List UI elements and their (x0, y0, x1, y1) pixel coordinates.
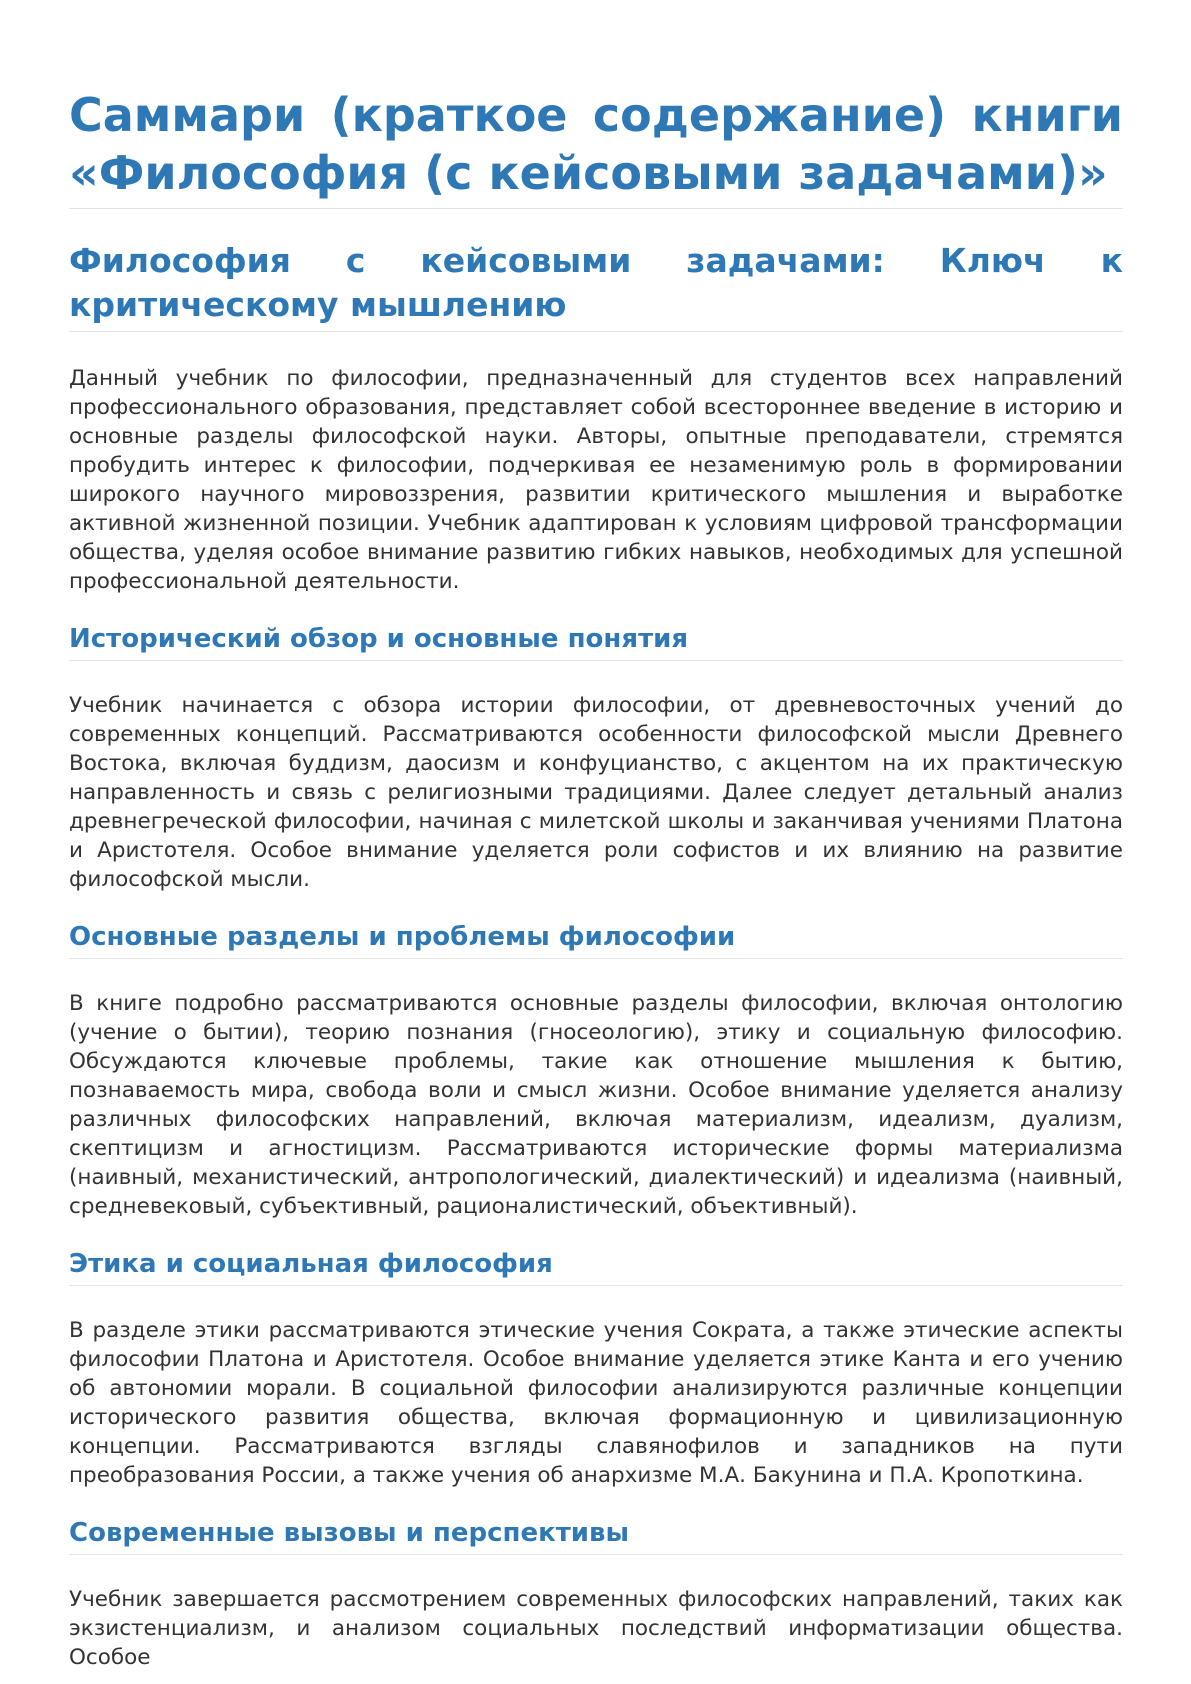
document-page (69, 86, 1123, 1672)
section-heading-history: Исторический обзор и основные понятия (69, 622, 1123, 661)
section-text-history: Учебник начинается с обзора истории философии, от древневосточных учений до современных концепций. Рассматриваются особенности философской мысли Древнего Востока, включая буддизм, даосизм и конфуцианство, с акцентом на их практическую направленность и связь с религиозными традициями. Далее следует детальный анализ древнегреческой философии, начиная с милетской школы и заканчивая учениями Платона и Аристотеля. Особое внимание уделяется роли софистов и их влиянию на развитие философской мысли. (69, 693, 1123, 892)
section-text-modern-challenges: Учебник завершается рассмотрением современных философских направлений, таких как экзистенциализм, и анализом социальных последствий информатизации общества. Особое (69, 1587, 1123, 1670)
section-heading-modern-challenges: Современные вызовы и перспективы (69, 1516, 1123, 1555)
lead-heading: Философия с кейсовыми задачами: Ключ к критическому мышлению (69, 239, 1123, 332)
section-text-main-problems: В книге подробно рассматриваются основные разделы философии, включая онтологию (учение о бытии), теорию познания (гносеологию), этику и социальную философию. Обсуждаются ключевые проблемы, такие как отношение мышления к бытию, познаваемость мира, свобода воли и смысл жизни. Особое внимание уделяется анализу различных философских направлений, включая материализм, идеализм, дуализм, скептицизм и агностицизм. Рассматриваются исторические формы материализма (наивный, механистический, антропологический, диалектический) и идеализма (наивный, средневековый, субъективный, рационалистический, объективный). (69, 991, 1123, 1219)
intro-paragraph: Данный учебник по философии, предназначенный для студентов всех направлений профессионального образования, представляет собой всестороннее введение в историю и основные разделы философской науки. Авторы, опытные преподаватели, стремятся пробудить интерес к философии, подчеркивая ее незаменимую роль в формировании широкого научного мировоззрения, развитии критического мышления и выработке активной жизненной позиции. Учебник адаптирован к условиям цифровой трансформации общества, уделяя особое внимание развитию гибких навыков, необходимых для успешной профессиональной деятельности. (69, 366, 1123, 594)
section-heading-ethics: Этика и социальная философия (69, 1247, 1123, 1286)
document-title: Саммари (краткое содержание) книги «Философия (с кейсовыми задачами)» (69, 86, 1123, 209)
section-heading-main-problems: Основные разделы и проблемы философии (69, 920, 1123, 959)
section-text-ethics: В разделе этики рассматриваются этические учения Сократа, а также этические аспекты философии Платона и Аристотеля. Особое внимание уделяется этике Канта и его учению об автономии морали. В социальной философии анализируются различные концепции исторического развития общества, включая формационную и цивилизационную концепции. Рассматриваются взгляды славянофилов и западников на пути преобразования России, а также учения об анархизме М.А. Бакунина и П.А. Кропоткина. (69, 1318, 1123, 1488)
